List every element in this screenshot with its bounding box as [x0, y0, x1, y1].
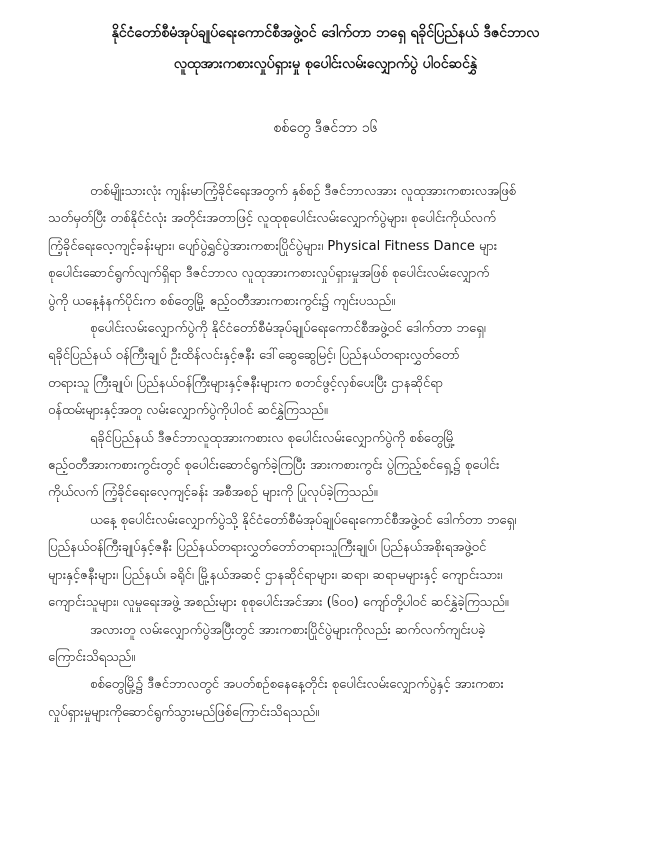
paragraph-line: တစ်မျိုးသားလုံး ကျန်းမာကြံ့ခိုင်ရေးအတွက် နှစ်စဉ် ဒီဇင်ဘာလအား လူထုအားကစားလအဖြစ်: [90, 184, 516, 199]
paragraph-3: [48, 425, 604, 507]
paragraph-line: ပွဲကို ယနေ့နံနက်ပိုင်းက စစ်တွေမြို့ ဧည့်ဝတီအားကစားကွင်း၌ ကျင်းပသည်။: [48, 293, 396, 309]
paragraph-6: [48, 671, 604, 726]
paragraph-line: တရားသူ ကြီးချုပ်၊ ပြည်နယ်ဝန်ကြီးများနှင့်ဇနီးများက စတင်ဖွင့်လှစ်ပေးပြီး ဌာနဆိုင်ရာ: [48, 375, 444, 391]
paragraph-4: [48, 507, 604, 617]
paragraph-line: ကြံ့ခိုင်ရေးလေ့ကျင့်ခန်းများ၊ ပျော်ပွဲရွှင်ပွဲအားကစားပြိုင်ပွဲများ၊ Physical Fitness Dance များ: [48, 238, 498, 254]
paragraph-line: များနှင့်ဇနီးများ၊ ပြည်နယ်၊ ခရိုင်၊ မြို့နယ်အဆင့် ဌာနဆိုင်ရာများ၊ ဆရာ၊ ဆရာမများနှင့် ကျောင်းသား၊: [48, 567, 503, 583]
paragraph-line: အလားတူ လမ်းလျှောက်ပွဲအပြီးတွင် အားကစားပြိုင်ပွဲများကိုလည်း ဆက်လက်ကျင်းပခဲ့: [90, 622, 486, 638]
paragraph-line: ကျောင်းသူများ၊ လူမှုရေးအဖွဲ့ အစည်းများ စုစုပေါင်းအင်အား (၆၀၀) ကျော်တို့ပါဝင် ဆင်နွှဲခဲ့ကြသည်။: [48, 595, 509, 611]
dateline: စစ်တွေ ဒီဇင်ဘာ ၁၆: [273, 120, 378, 136]
paragraph-1: [48, 178, 604, 315]
paragraph-line: စစ်တွေမြို့၌ ဒီဇင်ဘာလတွင် အပတ်စဉ်စနေနေ့တိုင်း စုပေါင်းလမ်းလျှောက်ပွဲနှင့် အားကစား: [90, 677, 504, 693]
headline-line-2: လူထုအားကစားလှုပ်ရှားမှု စုပေါင်းလမ်းလျှောက်ပွဲ ပါဝင်ဆင်နွှဲ: [173, 56, 478, 72]
paragraph-line: ကိုယ်လက် ကြံ့ခိုင်ရေးလေ့ကျင့်ခန်း အစီအစဉ် များကို ပြုလုပ်ခဲ့ကြသည်။: [48, 485, 378, 501]
paragraph-line: စုပေါင်းလမ်းလျှောက်ပွဲကို နိုင်ငံတော်စီမံအုပ်ချုပ်ရေးကောင်စီအဖွဲ့ဝင် ဒေါက်တာ ဘရှေ၊: [90, 321, 486, 337]
headline-line-1: နိုင်ငံတော်စီမံအုပ်ချုပ်ရေးကောင်စီအဖွဲ့ဝင် ဒေါက်တာ ဘရှေ ရခိုင်ပြည်နယ် ဒီဇင်ဘာလ: [111, 25, 540, 41]
paragraph-line: ယနေ့ စုပေါင်းလမ်းလျှောက်ပွဲသို့ နိုင်ငံတော်စီမံအုပ်ချုပ်ရေးကောင်စီအဖွဲ့ဝင် ဒေါက်တာ ဘရှေ၊: [90, 512, 517, 528]
paragraph-2: [48, 315, 604, 425]
paragraph-line: ဝန်ထမ်းများနှင့်အတူ လမ်းလျှောက်ပွဲကိုပါဝင် ဆင်နွှဲကြသည်။: [48, 403, 328, 419]
paragraph-line: လှုပ်ရှားမှုများကိုဆောင်ရွက်သွားမည်ဖြစ်ကြောင်းသိရသည်။: [48, 704, 320, 720]
paragraph-line: သတ်မှတ်ပြီး တစ်နိုင်ငံလုံး အတိုင်းအတာဖြင့် လူထုစုပေါင်းလမ်းလျှောက်ပွဲများ၊ စုပေါင်းကိုယ်လက်: [48, 211, 496, 227]
paragraph-line: ကြောင်းသိရသည်။: [48, 649, 136, 665]
paragraph-line: ရခိုင်ပြည်နယ် ဝန်ကြီးချုပ် ဦးထိန်လင်းနှင့်ဇနီး ဒေါ်ဆွေဆွေမြင့်၊ ပြည်နယ်တရားလွှတ်တော်: [48, 348, 460, 364]
paragraph-line: ဧည့်ဝတီအားကစားကွင်းတွင် စုပေါင်းဆောင်ရွက်ခဲ့ကြပြီး အားကစားကွင်း ပွဲကြည့်စင်ရှေ့၌ စုပေါင်း: [48, 458, 500, 474]
paragraph-line: ပြည်နယ်ဝန်ကြီးချုပ်နှင့်ဇနီး ပြည်နယ်တရားလွှတ်တော်တရားသူကြီးချုပ်၊ ပြည်နယ်အစိုးရအဖွဲ့ဝင်: [48, 540, 487, 556]
paragraph-line: ရခိုင်ပြည်နယ် ဒီဇင်ဘာလူထုအားကစားလ စုပေါင်းလမ်းလျှောက်ပွဲကို စစ်တွေမြို့: [90, 430, 456, 446]
article-body: [48, 178, 604, 726]
paragraph-5: [48, 617, 604, 672]
paragraph-line: စုပေါင်းဆောင်ရွက်လျက်ရှိရာ ဒီဇင်ဘာလ လူထုအားကစားလှုပ်ရှားမှုအဖြစ် စုပေါင်းလမ်းလျှောက်: [48, 266, 490, 282]
